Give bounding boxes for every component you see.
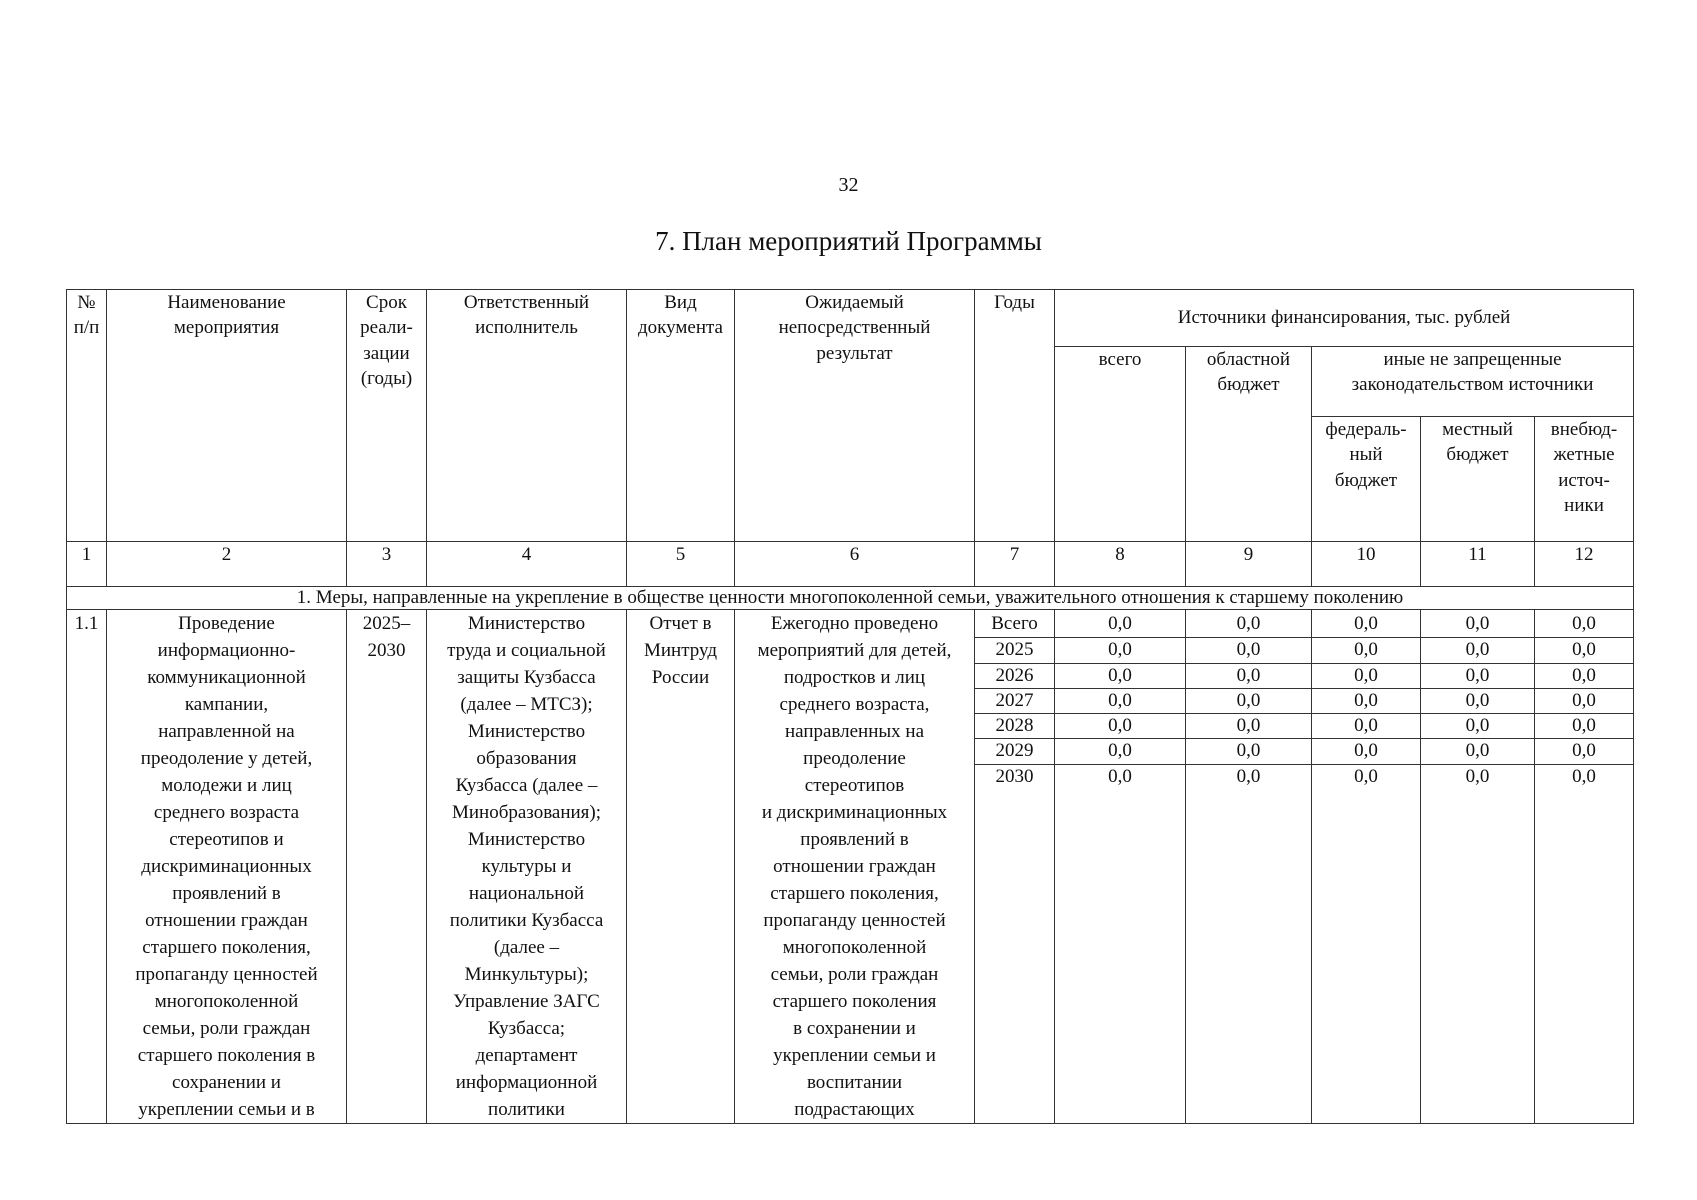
header-num: № п/п — [67, 290, 107, 542]
measure-term: 2025– 2030 — [347, 610, 427, 1124]
value-regional: 0,0 — [1186, 688, 1312, 713]
header-regional: областной бюджет — [1186, 347, 1312, 542]
column-number: 8 — [1055, 542, 1186, 587]
header-offbudget: внебюд-жетные источ-ники — [1535, 417, 1634, 542]
row-number: 1.1 — [67, 610, 107, 1124]
page-number: 32 — [838, 174, 859, 196]
column-number: 6 — [735, 542, 975, 587]
column-number: 4 — [427, 542, 627, 587]
column-number: 1 — [67, 542, 107, 587]
header-other-sources: иные не запрещенные законодательством источники — [1312, 347, 1634, 417]
value-regional: 0,0 — [1186, 764, 1312, 789]
value-cell-empty — [1055, 789, 1186, 1123]
header-name: Наименование мероприятия — [107, 290, 347, 542]
header-funding: Источники финансирования, тыс. рублей — [1055, 290, 1634, 347]
measure-result: Ежегодно проведено мероприятий для детей, подростков и лиц среднего возраста, направленных на преодоление стереотипов и дискриминационных проявлений в отношении граждан старшего поколения, пропаганду ценностей многопоколенной семьи, роли граждан старшего поколения в сохранении и укреплении семьи и воспитании подрастающих — [735, 610, 975, 1124]
year-label: 2026 — [975, 663, 1055, 688]
year-cell-empty — [975, 789, 1055, 1123]
value-total: 0,0 — [1055, 714, 1186, 739]
value-local: 0,0 — [1421, 638, 1535, 663]
year-label: 2029 — [975, 739, 1055, 764]
value-offbudget: 0,0 — [1535, 714, 1634, 739]
value-local: 0,0 — [1421, 714, 1535, 739]
value-federal: 0,0 — [1312, 764, 1421, 789]
value-federal: 0,0 — [1312, 663, 1421, 688]
column-number: 9 — [1186, 542, 1312, 587]
value-offbudget: 0,0 — [1535, 638, 1634, 663]
value-offbudget: 0,0 — [1535, 688, 1634, 713]
header-federal: федераль-ный бюджет — [1312, 417, 1421, 542]
year-label: 2028 — [975, 714, 1055, 739]
column-number: 5 — [627, 542, 735, 587]
value-offbudget: 0,0 — [1535, 764, 1634, 789]
header-total: всего — [1055, 347, 1186, 542]
column-number: 7 — [975, 542, 1055, 587]
column-number: 2 — [107, 542, 347, 587]
header-doc-type: Вид документа — [627, 290, 735, 542]
section-heading: 1. Меры, направленные на укрепление в обществе ценности многопоколенной семьи, уважительного отношения к старшему поколению — [67, 587, 1634, 610]
header-years: Годы — [975, 290, 1055, 542]
column-number: 3 — [347, 542, 427, 587]
value-regional: 0,0 — [1186, 663, 1312, 688]
value-cell-empty — [1535, 789, 1634, 1123]
value-offbudget: 0,0 — [1535, 610, 1634, 638]
value-cell-empty — [1186, 789, 1312, 1123]
column-number: 12 — [1535, 542, 1634, 587]
year-label: 2025 — [975, 638, 1055, 663]
measure-name: Проведение информационно- коммуникационной кампании, направленной на преодоление у детей, молодежи и лиц среднего возраста стереотипов и дискриминационных проявлений в отношении граждан старшего поколения, пропаганду ценностей многопоколенной семьи, роли граждан старшего поколения в сохранении и укреплении семьи и в — [107, 610, 347, 1124]
value-local: 0,0 — [1421, 688, 1535, 713]
value-offbudget: 0,0 — [1535, 663, 1634, 688]
year-label: 2027 — [975, 688, 1055, 713]
value-cell-empty — [1421, 789, 1535, 1123]
value-local: 0,0 — [1421, 764, 1535, 789]
measure-executor: Министерство труда и социальной защиты Кузбасса (далее – МТСЗ); Министерство образования Кузбасса (далее – Минобразования); Министерство культуры и национальной политики Кузбасса (далее – Минкультуры); Управление ЗАГС Кузбасса; департамент информационной политики — [427, 610, 627, 1124]
value-total: 0,0 — [1055, 739, 1186, 764]
value-total: 0,0 — [1055, 663, 1186, 688]
value-federal: 0,0 — [1312, 688, 1421, 713]
column-number: 10 — [1312, 542, 1421, 587]
plan-table — [66, 289, 1634, 1124]
value-offbudget: 0,0 — [1535, 739, 1634, 764]
year-label: Всего — [975, 610, 1055, 638]
column-number: 11 — [1421, 542, 1535, 587]
value-local: 0,0 — [1421, 739, 1535, 764]
year-label: 2030 — [975, 764, 1055, 789]
value-total: 0,0 — [1055, 610, 1186, 638]
header-executor: Ответственный исполнитель — [427, 290, 627, 542]
header-term: Срок реали-зации (годы) — [347, 290, 427, 542]
value-regional: 0,0 — [1186, 739, 1312, 764]
header-result: Ожидаемый непосредственный результат — [735, 290, 975, 542]
value-federal: 0,0 — [1312, 714, 1421, 739]
value-total: 0,0 — [1055, 688, 1186, 713]
value-total: 0,0 — [1055, 638, 1186, 663]
value-local: 0,0 — [1421, 663, 1535, 688]
value-regional: 0,0 — [1186, 638, 1312, 663]
value-cell-empty — [1312, 789, 1421, 1123]
value-local: 0,0 — [1421, 610, 1535, 638]
value-federal: 0,0 — [1312, 610, 1421, 638]
value-regional: 0,0 — [1186, 714, 1312, 739]
value-federal: 0,0 — [1312, 739, 1421, 764]
value-regional: 0,0 — [1186, 610, 1312, 638]
measure-doc-type: Отчет в Минтруд России — [627, 610, 735, 1124]
value-total: 0,0 — [1055, 764, 1186, 789]
header-local: местный бюджет — [1421, 417, 1535, 542]
page-title: 7. План мероприятий Программы — [655, 226, 1042, 256]
value-federal: 0,0 — [1312, 638, 1421, 663]
